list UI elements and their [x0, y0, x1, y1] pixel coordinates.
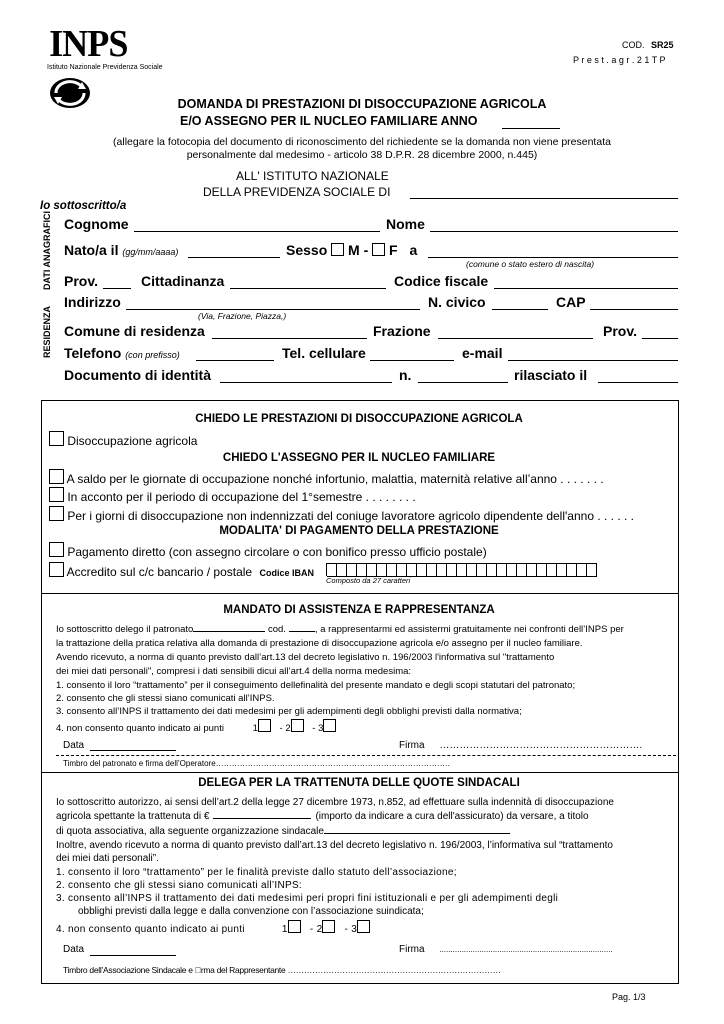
frazione-label: Frazione — [373, 323, 431, 339]
iban-char-cell[interactable] — [567, 563, 577, 577]
delega-timbro: Timbro dell’Associazione Sindacale e  rma del Rappresentante …………………………………………………………………… — [63, 965, 501, 975]
nato-label: Nato/a il (gg/mm/aaaa) — [64, 242, 179, 258]
mandato-firma-field[interactable]: ……………………………………………………. — [439, 740, 643, 751]
cognome-field[interactable] — [134, 231, 380, 232]
mandato-data-label: Data — [63, 740, 85, 751]
iban-char-cell[interactable] — [497, 563, 507, 577]
delega-p3: di quota associativa, alla seguente organizzazione sindacale — [56, 826, 510, 837]
title-note2: personalmente dal medesimo - articolo 38 D.P.R. 28 dicembre 2000, n.445) — [186, 149, 538, 161]
title-line2: E/O ASSEGNO PER IL NUCLEO FAMILIARE ANNO — [180, 114, 478, 128]
nome-field[interactable] — [430, 231, 678, 232]
institute-name: Istituto Nazionale Previdenza Sociale — [47, 64, 163, 71]
delega-item3: 3. consento all’INPS il trattamento dei dati medesimi peri propri fini istituzionali e per gli adempimenti degli — [56, 893, 559, 904]
mandato-item4: 4. non consento quanto indicato ai punti 1 - 2 - 3 — [56, 719, 336, 734]
section1-heading: CHIEDO LE PRESTAZIONI DI DISOCCUPAZIONE AGRICOLA — [195, 413, 523, 425]
page-number: Pag. 1/3 — [612, 992, 646, 1002]
iban-char-cell[interactable] — [397, 563, 407, 577]
nome-label: Nome — [386, 216, 425, 232]
via-hint: (Via, Frazione, Piazza,) — [198, 311, 287, 321]
prov-residenza-label: Prov. — [603, 323, 637, 339]
delega-item4: 4. non consento quanto indicato ai punti 1 - 2 - 3 — [56, 920, 370, 935]
mandato-3-checkbox[interactable] — [323, 719, 336, 732]
iban-char-cell[interactable] — [547, 563, 557, 577]
sede-field[interactable] — [410, 198, 678, 199]
cap-label: CAP — [556, 294, 586, 310]
iban-char-cell[interactable] — [467, 563, 477, 577]
iban-char-cell[interactable] — [487, 563, 497, 577]
addressee-line2: DELLA PREVIDENZA SOCIALE DI — [203, 185, 391, 199]
anf-coniuge-checkbox[interactable] — [49, 506, 64, 521]
divider-2a — [56, 755, 676, 756]
anno-field[interactable] — [502, 128, 560, 129]
mandato-firma: Firma ……………………………………………………. — [399, 740, 643, 751]
delega-firma: Firma .............................................................................. — [399, 944, 613, 955]
section1-heading3: MODALITA' DI PAGAMENTO DELLA PRESTAZIONE — [219, 525, 499, 537]
disocc-option: Disoccupazione agricola — [49, 431, 197, 448]
sindacato-field[interactable] — [324, 833, 510, 834]
mandato-p1: Io sottoscritto delego il patronato cod. , a rappresentarmi ed assistermi gratuitamente nei confronti dell’INPS per — [56, 624, 624, 635]
pay-option2: Accredito sul c/c bancario / postale Codice IBAN — [49, 562, 314, 579]
section3-heading: DELEGA PER LA TRATTENUTA DELLE QUOTE SINDACALI — [198, 777, 520, 789]
iban-char-cell[interactable] — [447, 563, 457, 577]
sesso-label: Sesso M - F a — [286, 242, 418, 258]
delega-data-label: Data — [63, 944, 85, 955]
telefono-label: Telefono (con prefisso) — [64, 345, 180, 361]
divider-2 — [41, 772, 678, 773]
prov-field[interactable] — [103, 288, 131, 289]
iban-char-cell[interactable] — [587, 563, 597, 577]
iban-char-cell[interactable] — [477, 563, 487, 577]
anf-option1: A saldo per le giornate di occupazione nonché infortunio, malattia, maternità relative all’anno . . . . . . . — [49, 469, 604, 486]
sesso-m-checkbox[interactable] — [331, 243, 344, 256]
divider-1 — [41, 593, 678, 594]
cognome-label: Cognome — [64, 216, 129, 232]
iban-char-cell[interactable] — [557, 563, 567, 577]
documento-n-label: n. — [399, 367, 412, 383]
cap-field[interactable] — [590, 309, 678, 310]
codice-fiscale-label: Codice fiscale — [394, 273, 489, 289]
documento-n-field[interactable] — [418, 382, 508, 383]
pay-option1: Pagamento diretto (con assegno circolare o con bonifico presso ufficio postale) — [49, 542, 487, 559]
delega-item3b: obblighi previsti dalla legge e dalla convenzione con l’associazione suindicata; — [78, 906, 424, 917]
delega-p5: dei miei dati personali”. — [56, 853, 159, 864]
iban-char-cell[interactable] — [427, 563, 437, 577]
mandato-2-checkbox[interactable] — [291, 719, 304, 732]
title-note1: (allegare la fotocopia del documento di riconoscimento del richiedente se la domanda non viene presentata — [113, 136, 611, 148]
nato-field[interactable] — [188, 257, 280, 258]
comune-residenza-label: Comune di residenza — [64, 323, 205, 339]
prest-code: P r e s t . a g r . 2 1 T P — [573, 55, 666, 65]
mandato-data-field[interactable] — [90, 750, 176, 751]
cellulare-label: Tel. cellulare — [282, 345, 366, 361]
iban-char-cell[interactable] — [437, 563, 447, 577]
rilasciato-label: rilasciato il — [514, 367, 588, 383]
prov-residenza-field[interactable] — [642, 338, 678, 339]
mandato-item1: 1. consento il loro “trattamento” per il conseguimento dellefinalità del presente mandato e degli scopi statutari del patronato; — [56, 680, 576, 691]
iban-char-cell[interactable] — [377, 563, 387, 577]
iban-field[interactable] — [326, 563, 597, 576]
documento-label: Documento di identità — [64, 367, 211, 383]
iban-char-cell[interactable] — [327, 563, 337, 577]
mandato-1-checkbox[interactable] — [258, 719, 271, 732]
section1-heading2: CHIEDO L'ASSEGNO PER IL NUCLEO FAMILIARE — [222, 452, 496, 464]
anf-option3: Per i giorni di disoccupazione non indennizzati del coniuge lavoratore agricolo dipendente dell'anno . . . . . . — [49, 506, 634, 523]
sesso-f-checkbox[interactable] — [372, 243, 385, 256]
anf-acconto-checkbox[interactable] — [49, 487, 64, 502]
addressee-line1: ALL' ISTITUTO NAZIONALE — [236, 169, 389, 183]
indirizzo-field[interactable] — [126, 309, 420, 310]
iban-char-cell[interactable] — [407, 563, 417, 577]
disocc-checkbox[interactable] — [49, 431, 64, 446]
codice-fiscale-field[interactable] — [494, 288, 678, 289]
delega-firma-field[interactable]: .............................................................................. — [439, 945, 613, 954]
prov-label: Prov. — [64, 273, 98, 289]
iban-char-cell[interactable] — [527, 563, 537, 577]
indirizzo-label: Indirizzo — [64, 294, 121, 310]
telefono-field[interactable] — [196, 360, 274, 361]
delega-item1: 1. consento il loro “trattamento” per le finalità previste dallo statuto dell’associazione; — [56, 867, 457, 878]
delega-1-checkbox[interactable] — [288, 920, 301, 933]
delega-2-checkbox[interactable] — [322, 920, 335, 933]
iban-char-cell[interactable] — [347, 563, 357, 577]
cittadinanza-label: Cittadinanza — [141, 273, 225, 289]
iban-char-cell[interactable] — [507, 563, 517, 577]
civico-field[interactable] — [492, 309, 548, 310]
section2-heading: MANDATO DI ASSISTENZA E RAPPRESENTANZA — [223, 604, 495, 616]
anf-option2: In acconto per il periodo di occupazione del 1°semestre . . . . . . . . — [49, 487, 416, 504]
iban-char-cell[interactable] — [367, 563, 377, 577]
mandato-item3: 3. consento all’INPS il trattamento dei dati medesimi per gli adempimenti degli obblighi previsti dalla normativa; — [56, 706, 522, 717]
mandato-p2: la trattazione della pratica relativa alla domanda di prestazione di disoccupazione agricola e/o assegno per il nucleo familiare. — [56, 638, 583, 649]
mandato-item2: 2. consento che gli stessi siano comunicati all’INPS. — [56, 693, 275, 704]
inps-logo: INPS — [49, 23, 128, 65]
documento-field[interactable] — [220, 382, 392, 383]
importo-field[interactable] — [213, 818, 311, 819]
rilasciato-field[interactable] — [598, 382, 678, 383]
delega-3-checkbox[interactable] — [357, 920, 370, 933]
iban-char-cell[interactable] — [457, 563, 467, 577]
mandato-p3: Avendo ricevuto, a norma di quanto previsto dall’art.13 del decreto legislativo n. 196/2003 l'informativa sul "trattamento — [56, 652, 555, 663]
iban-char-cell[interactable] — [337, 563, 347, 577]
side-label-anagrafici: DATI ANAGRAFICI — [42, 211, 52, 290]
delega-data-field[interactable] — [90, 955, 176, 956]
iban-char-cell[interactable] — [357, 563, 367, 577]
delega-p2: agricola spettante la trattenuta di € (importo da indicare a cura dell'assicurato) da versare, a titolo — [56, 811, 589, 822]
intro-label: Io sottoscritto/a — [40, 200, 127, 212]
iban-char-cell[interactable] — [577, 563, 587, 577]
delega-p1: Io sottoscritto autorizzo, ai sensi dell’art.2 della legge 27 dicembre 1973, n.852, ad effettuare sulla indennità di disoccupazione — [56, 797, 614, 808]
frazione-field[interactable] — [438, 338, 593, 339]
email-label: e-mail — [462, 345, 503, 361]
iban-char-cell[interactable] — [387, 563, 397, 577]
mandato-p4: dei miei dati personali", compresi i dati sensibili dicui all’art.4 della norma medesima: — [56, 666, 412, 677]
delega-p4: Inoltre, avendo ricevuto a norma di quanto previsto dall’art.13 del decreto legislativo n. 196/2003, l’informativa sul “trattamento — [56, 840, 613, 851]
anf-saldo-checkbox[interactable] — [49, 469, 64, 484]
email-field[interactable] — [508, 360, 678, 361]
side-label-residenza: RESIDENZA — [42, 305, 52, 358]
luogo-nascita-field[interactable] — [428, 257, 678, 258]
comune-residenza-field[interactable] — [212, 338, 367, 339]
cittadinanza-field[interactable] — [230, 288, 386, 289]
civico-label: N. civico — [428, 294, 486, 310]
iban-hint: Composto da 27 caratteri — [326, 576, 411, 585]
title-line1: DOMANDA DI PRESTAZIONI DI DISOCCUPAZIONE AGRICOLA — [177, 97, 547, 111]
cellulare-field[interactable] — [370, 360, 454, 361]
mandato-timbro: Timbro del patronato e firma dell’Operatore……………………………………………………………………………. — [63, 759, 450, 768]
delega-item2: 2. consento che gli stessi siano comunicati all’INPS: — [56, 880, 303, 891]
iban-char-cell[interactable] — [517, 563, 527, 577]
comune-hint: (comune o stato estero di nascita) — [466, 259, 595, 269]
iban-char-cell[interactable] — [537, 563, 547, 577]
cod-label: COD. SR25 — [622, 40, 674, 50]
accredito-checkbox[interactable] — [49, 562, 64, 577]
pagamento-diretto-checkbox[interactable] — [49, 542, 64, 557]
iban-char-cell[interactable] — [417, 563, 427, 577]
